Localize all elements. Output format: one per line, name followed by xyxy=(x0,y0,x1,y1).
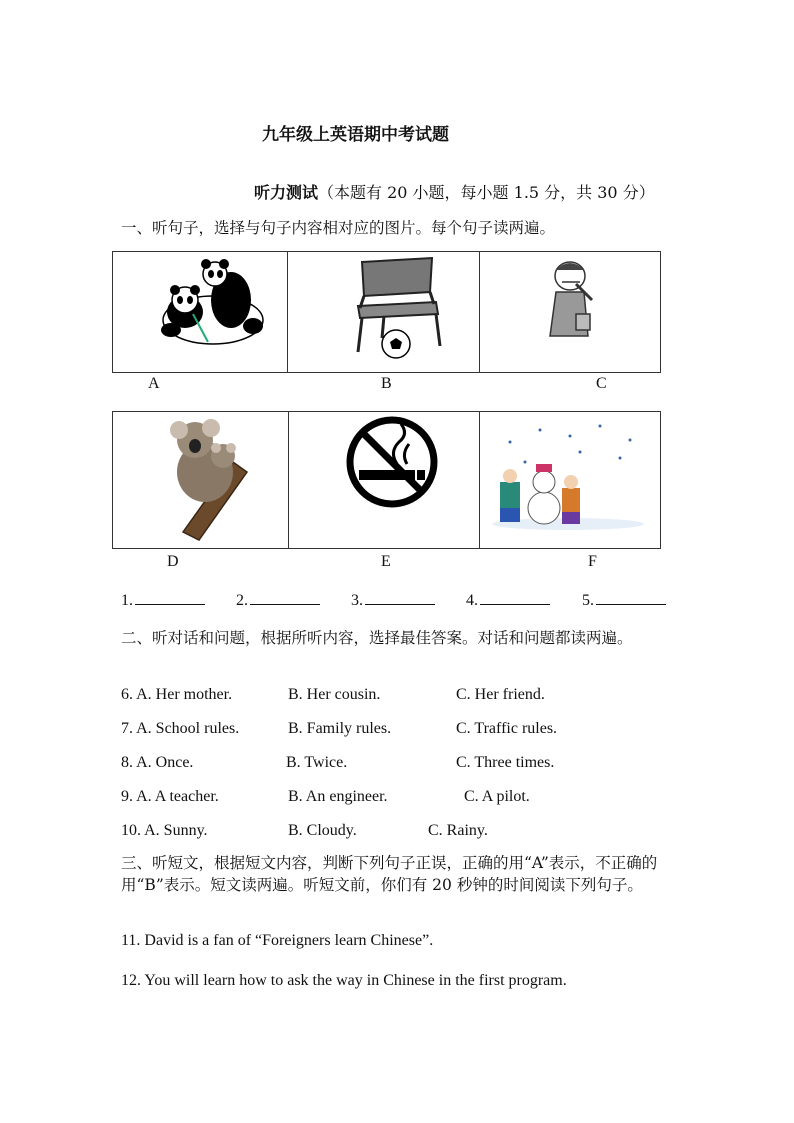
listening-title: 听力测试 xyxy=(254,183,319,202)
statement-11: 11. David is a fan of “Foreigners learn Chinese”. xyxy=(121,932,434,949)
picture-label-e: E xyxy=(381,553,391,570)
picture-cell-e xyxy=(289,412,480,549)
blank-number: 2. xyxy=(236,592,248,609)
answer-blank-1[interactable] xyxy=(121,590,205,610)
picture-cell-b xyxy=(288,252,480,373)
q6-option-a: 6. A. Her mother. xyxy=(121,686,233,703)
snowman-children-icon xyxy=(480,412,660,548)
picture-label-c: C xyxy=(596,375,607,392)
blank-number: 3. xyxy=(351,592,363,609)
answer-blank-5[interactable] xyxy=(582,590,666,610)
picture-label-b: B xyxy=(381,375,392,392)
picture-cell-a xyxy=(113,252,288,373)
q8-option-b: B. Twice. xyxy=(286,754,348,771)
section2-instruction: 二、听对话和问题，根据所听内容，选择最佳答案。对话和问题都读两遍。 xyxy=(121,629,633,647)
blank-line xyxy=(135,590,205,605)
picture-cell-f xyxy=(480,412,661,549)
section3-instruction: 三、听短文，根据短文内容，判断下列句子正误，正确的用“A”表示，不正确的用“B”表示。短文读两遍。听短文前，你们有 20 秒钟的时间阅读下列句子。 xyxy=(121,854,658,894)
q8-option-c: C. Three times. xyxy=(456,754,555,771)
panda-icon xyxy=(113,252,287,372)
listening-heading xyxy=(254,180,655,203)
answer-blank-3[interactable] xyxy=(351,590,435,610)
picture-cell-c xyxy=(480,252,661,373)
picture-cell-d xyxy=(113,412,289,549)
answer-blank-4[interactable] xyxy=(466,590,550,610)
picture-grid-row1 xyxy=(112,251,661,373)
q6-option-b: B. Her cousin. xyxy=(288,686,381,703)
listening-note: （本题有 20 小题，每小题 1.5 分，共 30 分） xyxy=(318,183,655,202)
no-smoking-icon xyxy=(289,412,479,548)
blank-line xyxy=(365,590,435,605)
statement-12: 12. You will learn how to ask the way in Chinese in the first program. xyxy=(121,972,567,989)
q9-option-c: C. A pilot. xyxy=(464,788,530,805)
q9-option-b: B. An engineer. xyxy=(288,788,388,805)
picture-label-a: A xyxy=(148,375,160,392)
answer-blank-2[interactable] xyxy=(236,590,320,610)
man-brushing-teeth-icon xyxy=(480,252,660,372)
picture-grid-row2 xyxy=(112,411,661,549)
picture-label-f: F xyxy=(588,553,597,570)
blank-line xyxy=(480,590,550,605)
q10-option-c: C. Rainy. xyxy=(428,822,488,839)
blank-number: 5. xyxy=(582,592,594,609)
q6-option-c: C. Her friend. xyxy=(456,686,545,703)
q10-option-a: 10. A. Sunny. xyxy=(121,822,208,839)
q8-option-a: 8. A. Once. xyxy=(121,754,194,771)
q9-option-a: 9. A. A teacher. xyxy=(121,788,219,805)
q7-option-a: 7. A. School rules. xyxy=(121,720,240,737)
blank-number: 4. xyxy=(466,592,478,609)
q7-option-c: C. Traffic rules. xyxy=(456,720,558,737)
picture-label-d: D xyxy=(167,553,179,570)
q7-option-b: B. Family rules. xyxy=(288,720,392,737)
koala-icon xyxy=(113,412,288,548)
blank-line xyxy=(596,590,666,605)
blank-line xyxy=(250,590,320,605)
section1-instruction: 一、听句子，选择与句子内容相对应的图片。每个句子读两遍。 xyxy=(121,219,556,237)
blank-number: 1. xyxy=(121,592,133,609)
chair-ball-icon xyxy=(288,252,479,372)
q10-option-b: B. Cloudy. xyxy=(288,822,357,839)
page-title: 九年级上英语期中考试题 xyxy=(262,125,449,145)
